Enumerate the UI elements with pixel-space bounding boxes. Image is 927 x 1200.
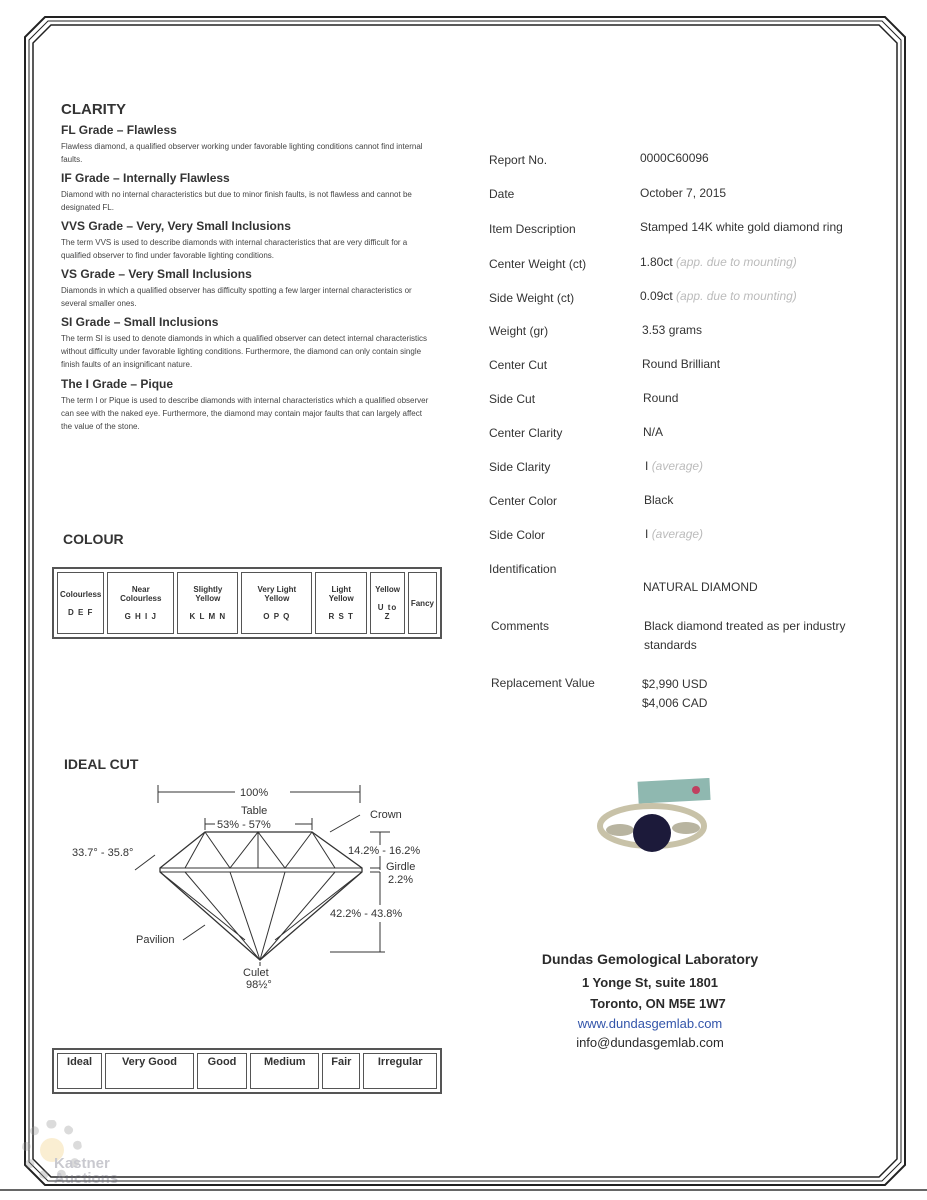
value-text: I [645,459,649,473]
field-value: NATURAL DIAMOND [643,580,758,594]
colour-name: Yellow [375,585,400,594]
field-label: Side Color [489,528,546,542]
table-label: Table [241,805,268,817]
field-label: Side Clarity [489,460,551,474]
grade-desc: Flawless diamond, a qualified observer working under favorable lighting conditions cannot find internal faults. [61,142,423,164]
grade-desc: The term SI is used to denote diamonds in which a qualified observer can detect internal characteristics without difficulty under favorable lighting conditions. Furthermore, the diamond can only contain single finish faults of an insignificant nature. [61,334,427,369]
colour-name: Slightly Yellow [193,585,223,603]
cut-grade-cell: Ideal [57,1053,102,1089]
field-label: Center Color [489,494,558,508]
lab-name: Dundas Gemological Laboratory [541,951,759,967]
cut-title: IDEAL CUT [64,756,139,772]
crown-pct: 14.2% - 16.2% [348,845,421,857]
value-note: (app. due to mounting) [676,289,797,303]
field-label: Side Cut [489,392,536,406]
field-label: Weight (gr) [489,324,549,338]
table-range: 53% - 57% [217,819,271,831]
ideal-cut-diagram [0,0,460,1000]
grade-desc: Diamond with no internal characteristics but due to minor finish faults, is not flawless and cannot be designated FL. [61,190,412,212]
grade-name: VVS Grade – Very, Very Small Inclusions [61,219,291,233]
pavilion-label: Pavilion [136,934,175,946]
grade-name: IF Grade – Internally Flawless [61,171,230,185]
field-label: Report No. [489,153,548,167]
field-value [645,459,703,473]
field-value: Black [644,493,674,507]
colour-name: Very Light Yellow [257,585,297,603]
field-label: Identification [489,562,557,576]
field-value: 3.53 grams [642,323,703,337]
cut-grade-cell: Medium [250,1053,319,1089]
width-label: 100% [240,787,269,799]
culet-label: Culet [243,967,269,979]
grade-desc: Diamonds in which a qualified observer has difficulty spotting a few larger internal characteristics or several smaller ones. [61,286,412,308]
ring-photo [590,778,715,868]
grade-name: FL Grade – Flawless [61,123,177,137]
girdle-label: Girdle [386,861,416,873]
lab-website[interactable]: www.dundasgemlab.com [577,1016,723,1031]
cut-grade-cell: Irregular [363,1053,437,1089]
value-note: (average) [651,527,704,541]
colour-title: COLOUR [63,531,124,547]
culet-value: 98½° [246,979,272,991]
field-label: Replacement Value [491,676,595,690]
colour-code: G H I J [124,612,157,621]
cut-grade-cell: Good [197,1053,247,1089]
field-value: Round [643,391,679,405]
colour-name: Light Yellow [328,585,354,603]
field-value [640,255,797,269]
lab-email: info@dundasgemlab.com [576,1035,724,1050]
colour-code: K L M N [189,612,227,621]
colour-code: D E F [67,607,94,617]
field-value: 0000C60096 [640,151,709,165]
field-value: Stamped 14K white gold diamond ring [640,220,843,234]
field-label: Center Clarity [489,426,563,440]
field-label: Item Description [489,222,576,236]
field-value: Round Brilliant [642,357,721,371]
field-label: Side Weight (ct) [489,291,575,305]
lab-address2: Toronto, ON M5E 1W7 [590,996,726,1011]
cut-grade-cell: Very Good [105,1053,194,1089]
value-note: (average) [651,459,704,473]
crown-angle: 33.7° - 35.8° [72,847,134,859]
field-value [645,527,703,541]
grade-desc: The term VVS is used to describe diamonds with internal characteristics that are very difficult for a qualified observer to find under favorable lighting conditions. [61,238,408,260]
watermark-text: Kastner Auctions [54,1155,119,1187]
value-note: (app. due to mounting) [676,255,797,269]
field-value: N/A [643,425,664,439]
colour-code: O P Q [263,612,291,621]
colour-name: Colourless [60,589,102,599]
field-value [642,675,707,713]
value-text: I [645,527,649,541]
value-text: 1.80ct [640,255,673,269]
grade-name: VS Grade – Very Small Inclusions [61,267,252,281]
field-label: Center Weight (ct) [489,257,587,271]
colour-name: Fancy [410,598,434,608]
field-value [640,289,797,303]
lab-address1: 1 Yonge St, suite 1801 [581,975,719,990]
cut-grade-cell: Fair [322,1053,360,1089]
clarity-title: CLARITY [61,101,126,118]
grade-desc: The term I or Pique is used to describe diamonds with internal characteristics which a qualified observer can see with the naked eye. Furthermore, the diamond may contain major faults that can largely affect the value of the stone. [61,396,429,431]
colour-name: Near Colourless [120,585,162,603]
value-text: 0.09ct [640,289,673,303]
value-cad: $4,006 CAD [642,696,708,710]
colour-code: U to Z [377,603,398,621]
pavilion-pct: 42.2% - 43.8% [330,908,403,920]
crown-label: Crown [370,809,402,821]
field-label: Center Cut [489,358,548,372]
grade-name: SI Grade – Small Inclusions [61,315,219,329]
field-value: Black diamond treated as per industry standards [644,619,846,652]
field-value: October 7, 2015 [640,186,727,200]
lab-website-link[interactable] [520,1016,780,1031]
watermark-logo [14,1118,119,1188]
girdle-pct: 2.2% [388,874,414,886]
grade-name: The I Grade – Pique [61,377,174,391]
value-usd: $2,990 USD [642,677,708,691]
cut-grade-table [52,1048,442,1094]
colour-code: R S T [328,612,354,621]
field-label: Date [489,187,515,201]
field-label: Comments [491,619,550,633]
